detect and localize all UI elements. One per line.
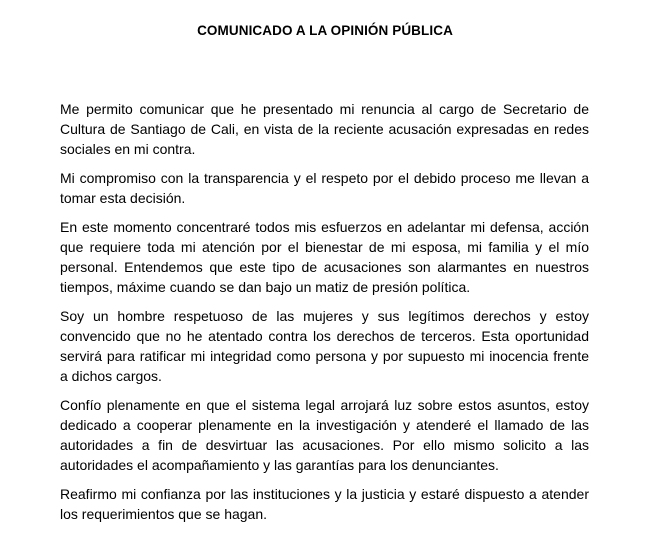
paragraph-4: Soy un hombre respetuoso de las mujeres y sus legítimos derechos y estoy convencido que no he atentado contra los derechos de terceros. Esta oportunidad servirá para ratificar mi integridad como persona y por supuesto mi inocencia frente a dichos cargos.	[60, 308, 589, 384]
paragraph-6: Reafirmo mi confianza por las instituciones y la justicia y estaré dispuesto a atender los requerimientos que se hagan.	[60, 486, 589, 522]
document-title: COMUNICADO A LA OPINIÓN PÚBLICA	[197, 23, 453, 38]
document-body	[60, 99, 589, 533]
paragraph-5: Confío plenamente en que el sistema legal arrojará luz sobre estos asuntos, estoy dedicado a cooperar plenamente en la investigación y atenderé el llamado de las autoridades a fin de desvirtuar las acusaciones. Por ello mismo solicito a las autoridades el acompañamiento y las garantías para los denunciantes.	[60, 397, 589, 473]
paragraph-2: Mi compromiso con la transparencia y el respeto por el debido proceso me llevan a tomar esta decisión.	[60, 170, 589, 206]
paragraph-1: Me permito comunicar que he presentado mi renuncia al cargo de Secretario de Cultura de Santiago de Cali, en vista de la reciente acusación expresadas en redes sociales en mi contra.	[60, 101, 589, 157]
paragraph-3: En este momento concentraré todos mis esfuerzos en adelantar mi defensa, acción que requiere toda mi atención por el bienestar de mi esposa, mi familia y el mío personal. Entendemos que este tipo de acusaciones son alarmantes en nuestros tiempos, máxime cuando se dan bajo un matiz de presión política.	[60, 219, 589, 295]
